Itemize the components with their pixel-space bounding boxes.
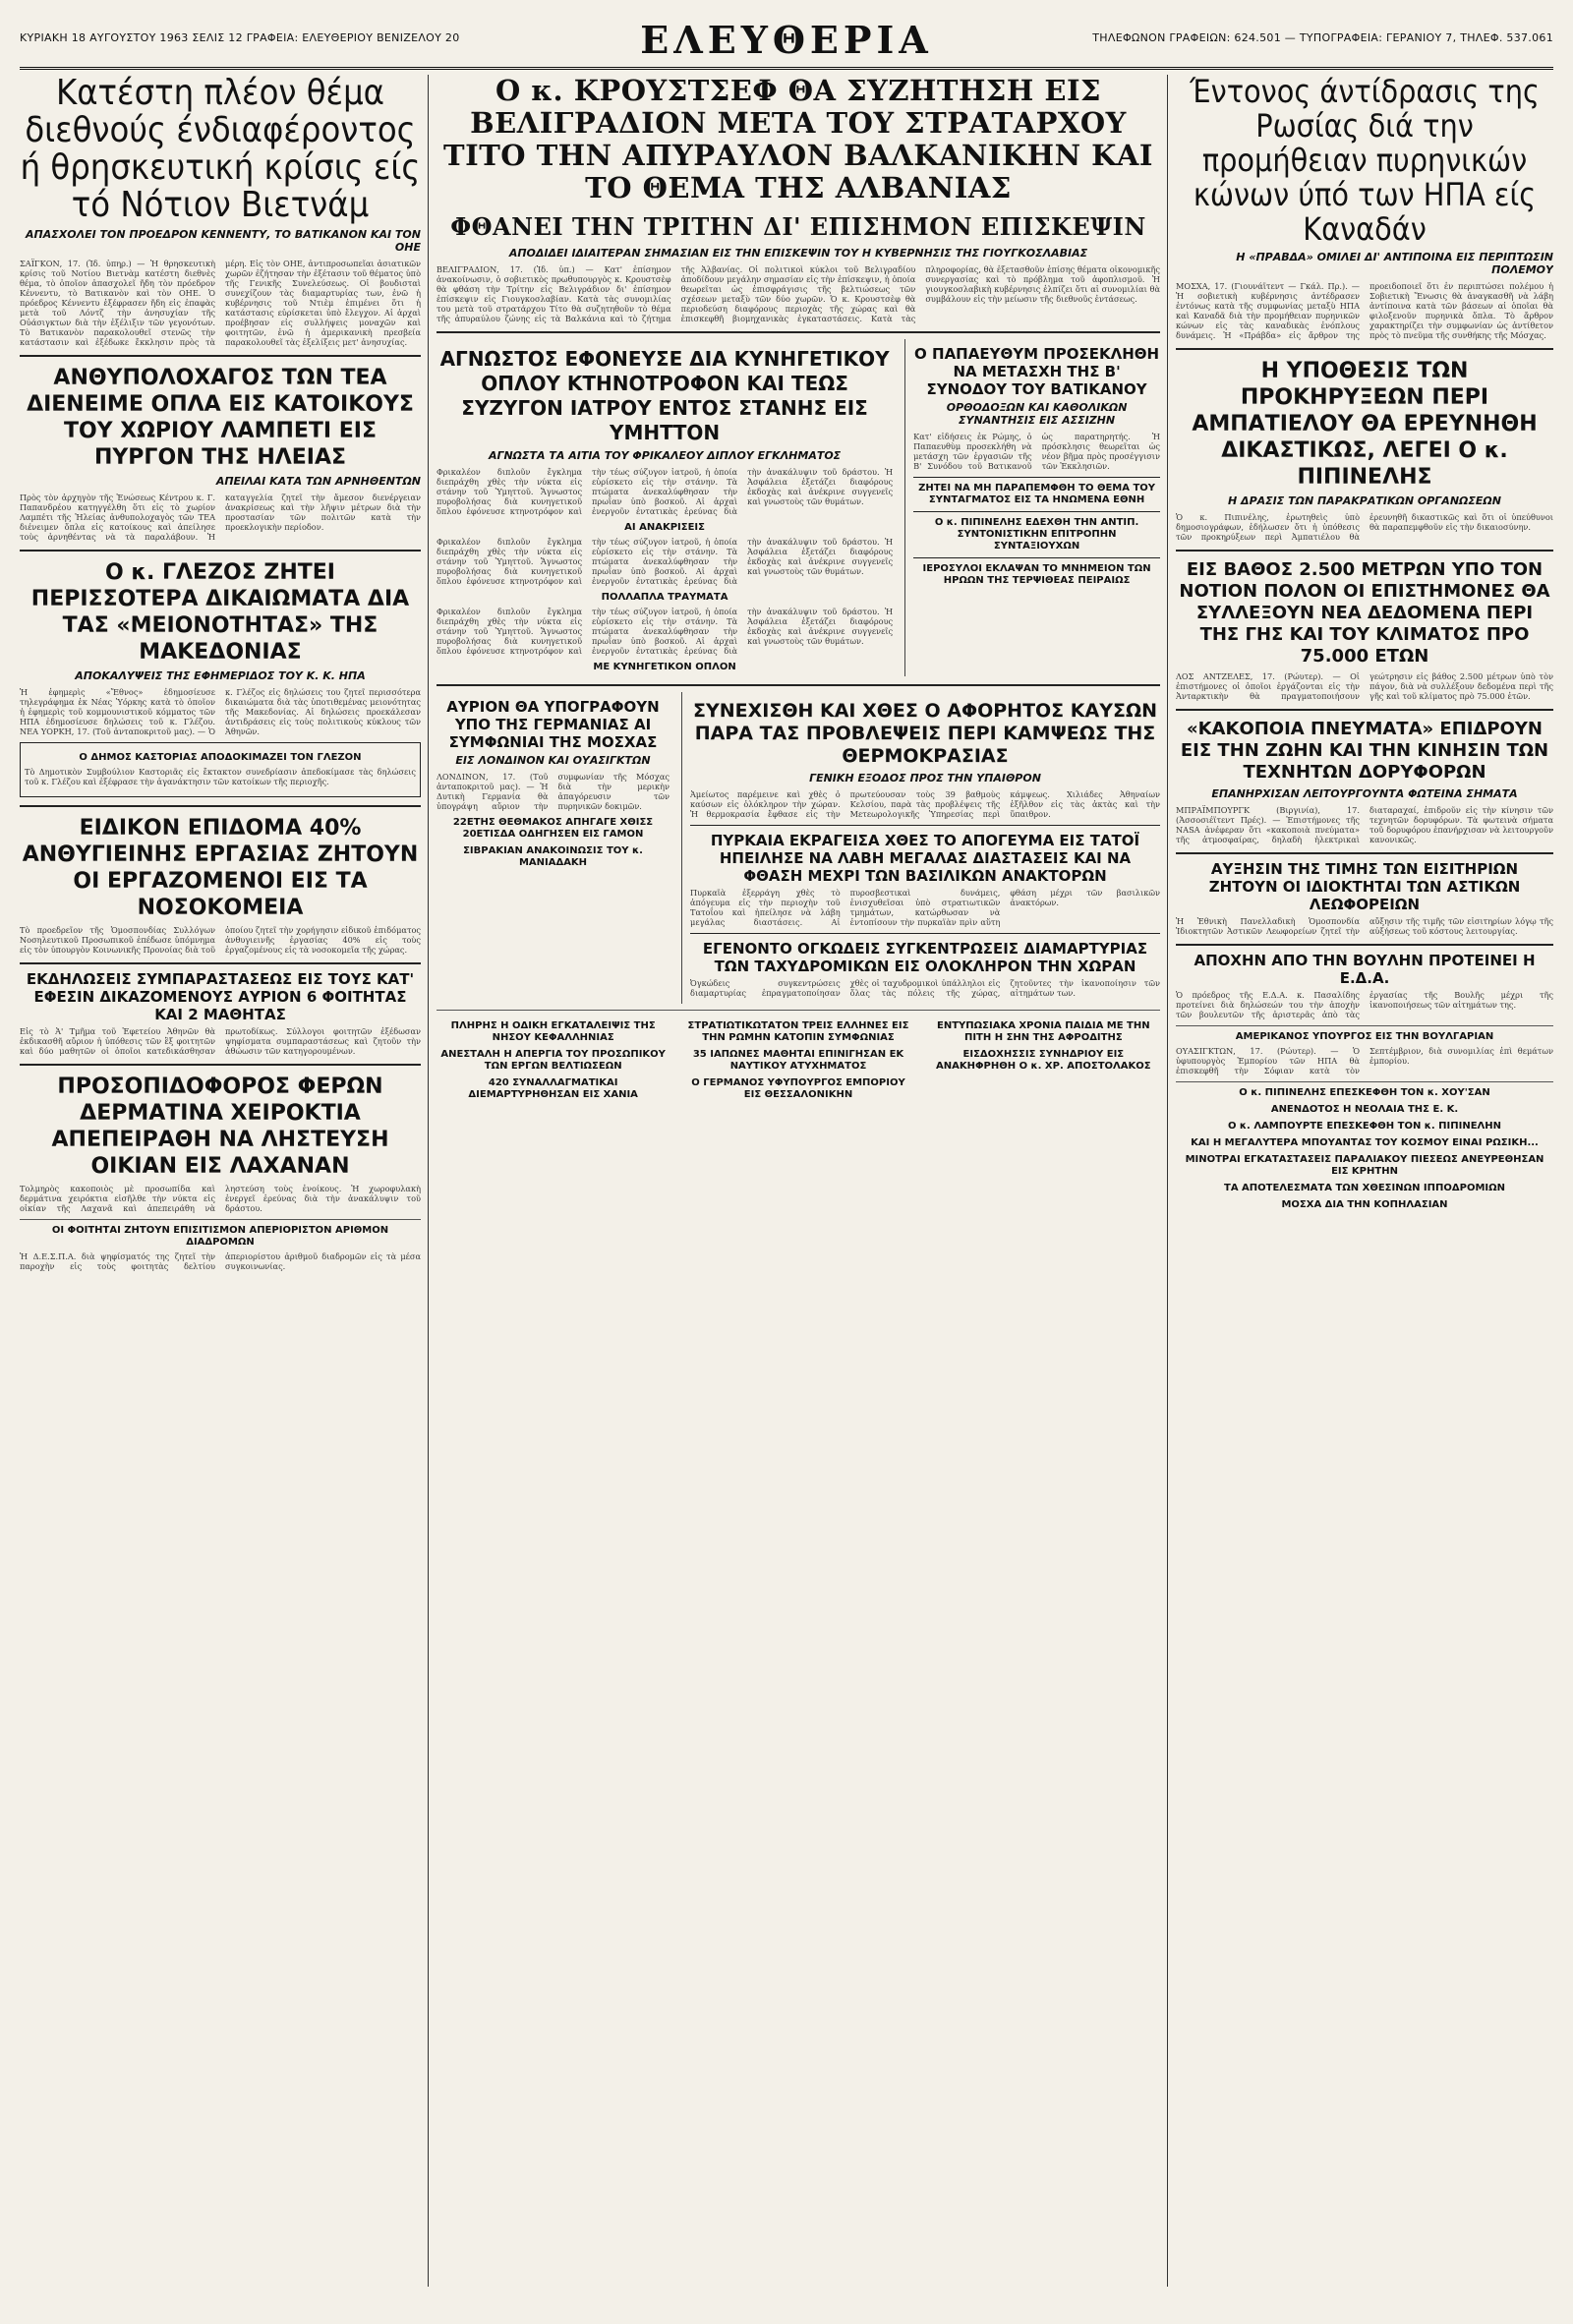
sidebar-box bbox=[20, 742, 421, 797]
subheadline: ΓΕΝΙΚΗ ΕΞΟΔΟΣ ΠΡΟΣ ΤΗΝ ΥΠΑΙΘΡΟΝ bbox=[809, 772, 1041, 784]
brief-headline: Ο κ. ΠΙΠΙΝΕΛΗΣ ΕΔΕΧΘΗ ΤΗΝ ΑΝΤΙΠ. ΣΥΝΤΟΝΙΣΤΙΚΗΝ ΕΠΙΤΡΟΠΗΝ ΣΥΝΤΑΞΙΟΥΧΩΝ bbox=[934, 517, 1139, 552]
subheadline: Η «ΠΡΑΒΔΑ» ΟΜΙΛΕΙ ΔΙ' ΑΝΤΙΠΟΙΝΑ ΕΙΣ ΠΕΡΙΠΤΩΣΙΝ ΠΟΛΕΜΟΥ bbox=[1236, 251, 1553, 276]
brief-headline: ΕΙΣΔΟΧΗΣΣΙΣ ΣΥΝΗΔΡΙΟΥ ΕΙΣ ΑΝΑΚΗΦΡΗΘΗ Ο κ. ΧΡ. ΑΠΟΣΤΟΛΑΚΟΣ bbox=[936, 1049, 1151, 1072]
article-hospital-allowance bbox=[20, 815, 421, 955]
subheadline: ΟΡΘΟΔΟΞΩΝ ΚΑΙ ΚΑΘΟΛΙΚΩΝ ΣΥΝΑΝΤΗΣΙΣ ΕΙΣ ΑΣΣΙΖΗΝ bbox=[946, 401, 1128, 427]
article-student-passes bbox=[20, 1225, 421, 1271]
article-body: Ἀμείωτος παρέμεινε καὶ χθὲς ὁ καύσων εἰς ὁλόκληρον τὴν χώραν. Ἡ θερμοκρασία ἔφθασε εἰς τὴν πρωτεύουσαν τοὺς 39 βαθμοὺς Κελσίου, παρὰ τὰς προβλέψεις τῆς Μετεωρολογικῆς Ὑπηρεσίας περὶ κάμψεως. Χιλιάδες Ἀθηναίων ἐξῆλθον εἰς τὰς ἀκτὰς καὶ τὴν ὕπαιθρον. bbox=[690, 789, 1160, 819]
article-body: Κατ' εἰδήσεις ἐκ Ρώμης, ὁ Παπαευθὺμ προσεκλήθη νὰ μετάσχη τῶν ἐργασιῶν τῆς Β' Συνόδου τοῦ Βατικανοῦ ὡς παρατηρητής. Ἡ πρόσκλησις θεωρεῖται ὡς νέον βῆμα πρὸς προσέγγισιν τῶν Ἐκκλησιῶν. bbox=[913, 432, 1160, 471]
article-body: ΣΑΪΓΚΟΝ, 17. (Ἰδ. ὑπηρ.) — Ἡ θρησκευτικὴ κρίσις τοῦ Νοτίου Βιετνὰμ κατέστη διεθνὲς θέμα, τὸ ὁποῖον ἀπασχολεῖ ἤδη τὸν πρόεδρον Κέννεντυ, τὸ Βατικανὸν καὶ τὸν ΟΗΕ. Ὁ πρόεδρος Κέννεντυ ἐξέφρασεν ἤδη εἰς ἐπαφὰς μετὰ τοῦ Λόντζ τὴν ἀνησυχίαν τῆς Οὐάσιγκτων διὰ τὴν ἐξέλιξιν τῶν γεγονότων. Τὸ Βατικανὸν παρακολουθεῖ στενῶς τὴν κατάστασιν καὶ ἐξέδωκε ἔκκλησιν πρὸς τὰ μέρη. Εἰς τὸν ΟΗΕ, ἀντιπροσωπεῖαι ἀσιατικῶν χωρῶν ἐζήτησαν τὴν ἐξέτασιν τοῦ θέματος ὑπὸ τῆς Γενικῆς Συνελεύσεως. Οἱ βουδισταὶ συνεχίζουν τὰς διαμαρτυρίας των, ἐνῶ ἡ κυβέρνησις τοῦ Ντιὲμ ἐπιμένει ὅτι ἡ κατάστασις εὑρίσκεται ὑπὸ ἔλεγχον. Αἱ ἀρχαὶ προέβησαν εἰς συλλήψεις μοναχῶν καὶ φοιτητῶν, ἐνῶ ἡ ἀμερικανικὴ πρεσβεία παρακολουθεῖ τὰς ἐξελίξεις μετ' ἀνησυχίας. bbox=[20, 259, 421, 347]
article-body: Ἡ ἐφημερὶς «Ἔθνος» ἐδημοσίευσε τηλεγράφημα ἐκ Νέας Ὑόρκης κατὰ τὸ ὁποῖον ἡ ἐφημερὶς τοῦ κομμουνιστικοῦ κόμματος τῶν ΗΠΑ ἐδημοσίευσε δηλώσεις τοῦ κ. Γλέζου. ΝΕΑ ΥΟΡΚΗ, 17. (Τοῦ ἀνταποκριτοῦ μας). — Ὁ κ. Γλέζος εἰς δηλώσεις του ζητεῖ περισσότερα δικαιώματα διὰ τὰς ὑποτιθεμένας μειονότητας τῆς Μακεδονίας. Αἱ δηλώσεις προεκάλεσαν ἀντιδράσεις εἰς τοὺς πολιτικοὺς κύκλους τῶν Ἀθηνῶν. bbox=[20, 687, 421, 736]
box-body: Τὸ Δημοτικὸν Συμβούλιον Καστοριᾶς εἰς ἔκτακτον συνεδρίασιν ἀπεδοκίμασε τὰς δηλώσεις τοῦ κ. Γλέζου καὶ ἐξέφρασε τὴν ἀγανάκτησιν τῶν κατοίκων τῆς περιοχῆς. bbox=[25, 767, 416, 786]
headline: ΕΓΕΝΟΝΤΟ ΟΓΚΩΔΕΙΣ ΣΥΓΚΕΝΤΡΩΣΕΙΣ ΔΙΑΜΑΡΤΥΡΙΑΣ ΤΩΝ ΤΑΧΥΔΡΟΜΙΚΩΝ ΕΙΣ ΟΛΟΚΛΗΡΟΝ ΤΗΝ ΧΩΡΑΝ bbox=[702, 940, 1148, 975]
headline: ΕΙΔΙΚΟΝ ΕΠΙΔΟΜΑ 40% ΑΝΘΥΓΙΕΙΝΗΣ ΕΡΓΑΣΙΑΣ ΖΗΤΟΥΝ ΟΙ ΕΡΓΑΖΟΜΕΝΟΙ ΕΙΣ ΤΑ ΝΟΣΟΚΟΜΕΙΑ bbox=[22, 816, 419, 920]
article-glezos bbox=[20, 559, 421, 797]
column-rule bbox=[1167, 75, 1168, 2287]
article-body: Τολμηρὸς κακοποιὸς μὲ προσωπίδα καὶ δερμάτινα χειρόκτια εἰσῆλθε τὴν νύκτα εἰς οἰκίαν τῆς Λαχανᾶ καὶ ἀπεπειράθη νὰ ληστεύση τοὺς ἐνοίκους. Ἡ χωροφυλακὴ ἐνεργεῖ ἐρεύνας διὰ τὴν ἀνακάλυψιν τοῦ δράστου. bbox=[20, 1184, 421, 1213]
lead-headline: Ο κ. ΚΡΟΥΣΤΣΕΦ ΘΑ ΣΥΖΗΤΗΣΗ ΕΙΣ ΒΕΛΙΓΡΑΔΙΟΝ ΜΕΤΑ ΤΟΥ ΣΤΡΑΤΑΡΧΟΥ ΤΙΤΟ ΤΗΝ ΑΠΥΡΑΥΛΟΝ ΒΑΛΚΑΝΙΚΗΝ ΚΑΙ ΤΟ ΘΕΜΑ ΤΗΣ ΑΛΒΑΝΙΑΣ bbox=[443, 75, 1153, 204]
section-subhead: ΠΟΛΛΑΠΛΑ ΤΡΑΥΜΑΤΑ bbox=[601, 592, 728, 603]
article-canada-cones bbox=[1176, 75, 1553, 340]
article-south-pole bbox=[1176, 559, 1553, 701]
article-vietnam bbox=[20, 75, 421, 347]
article-bus-fares bbox=[1176, 860, 1553, 936]
subheadline: Η ΔΡΑΣΙΣ ΤΩΝ ΠΑΡΑΚΡΑΤΙΚΩΝ ΟΡΓΑΝΩΣΕΩΝ bbox=[1228, 494, 1501, 507]
brief-headline: ΜΟΣΧΑ ΔΙΑ ΤΗΝ ΚΟΠΗΛΑΣΙΑΝ bbox=[1281, 1199, 1448, 1210]
brief-headline: ΠΛΗΡΗΣ Η ΟΔΙΚΗ ΕΓΚΑΤΑΛΕΙΨΙΣ ΤΗΣ ΝΗΣΟΥ ΚΕΦΑΛΛΗΝΙΑΣ bbox=[450, 1020, 656, 1043]
article-satellites bbox=[1176, 719, 1553, 844]
brief-headline: ΑΝΕΝΔΟΤΟΣ Η ΝΕΟΛΑΙΑ ΤΗΣ Ε. Κ. bbox=[1270, 1104, 1459, 1115]
article-body: Ὁ πρόεδρος τῆς Ε.Δ.Α. κ. Πασαλίδης προτείνει διὰ δηλώσεών του τὴν ἀποχὴν τῶν βουλευτῶν τῆς ἀριστερᾶς ἀπὸ τὰς ἐργασίας τῆς Βουλῆς μέχρι τῆς ἱκανοποιήσεως τῶν αἰτημάτων της. bbox=[1176, 990, 1553, 1019]
column-rule bbox=[428, 75, 429, 2287]
right-column bbox=[1176, 75, 1553, 2287]
article-students-trial bbox=[20, 970, 421, 1056]
subheadline: ΑΠΟΚΑΛΥΨΕΙΣ ΤΗΣ ΕΦΗΜΕΡΙΔΟΣ ΤΟΥ Κ. Κ. ΗΠΑ bbox=[75, 669, 366, 682]
article-body: Φρικαλέον διπλοῦν ἔγκλημα διεπράχθη χθὲς τὴν νύκτα εἰς στάνην τοῦ Ὑμηττοῦ. Ἄγνωστος πυροβολήσας διὰ κυνηγετικοῦ ὅπλου ἐφόνευσε κτηνοτρόφον καὶ τὴν τέως σύζυγον ἰατροῦ, ἡ ὁποία εὑρίσκετο εἰς τὴν στάνην. Τὰ πτώματα ἀνεκαλύφθησαν τὴν πρωΐαν ὑπὸ βοσκοῦ. Αἱ ἀρχαὶ ἐνεργοῦν ἐντατικὰς ἐρεύνας διὰ τὴν ἀνακάλυψιν τοῦ δράστου. Ἡ Ἀσφάλεια ἐξετάζει διαφόρους ἐκδοχὰς καὶ ἀνέκρινε συγγενεῖς καὶ γνωστοὺς τῶν θυμάτων. bbox=[437, 467, 894, 516]
newspaper-page bbox=[20, 18, 1553, 2289]
article-body: ΟΥΑΣΙΓΚΤΩΝ, 17. (Ρώυτερ). — Ὁ ὑφυπουργὸς Ἐμπορίου τῶν ΗΠΑ θὰ ἐπισκεφθῆ τὴν Σόφιαν κατὰ τὸν Σεπτέμβριον, διὰ συνομιλίας ἐπὶ θεμάτων ἐμπορίου. bbox=[1176, 1046, 1553, 1075]
newspaper-title: ΕΛΕΥΘΕΡΙΑ bbox=[640, 18, 933, 62]
headline: ΑΜΕΡΙΚΑΝΟΣ ΥΠΟΥΡΓΟΣ ΕΙΣ ΤΗΝ ΒΟΥΛΓΑΡΙΑΝ bbox=[1235, 1031, 1494, 1042]
article-body: Ὀγκώδεις συγκεντρώσεις διαμαρτυρίας ἐπραγματοποίησαν χθὲς οἱ ταχυδρομικοὶ ὑπάλληλοι εἰς ὅλας τὰς πόλεις τῆς χώρας, ζητοῦντες τὴν ἱκανοποίησιν τῶν αἰτημάτων των. bbox=[690, 978, 1160, 998]
article-moscow-treaty bbox=[437, 692, 670, 1004]
brief-headline: Ο κ. ΠΙΠΙΝΕΛΗΣ ΕΠΕΣΚΕΦΘΗ ΤΟΝ κ. ΧΟΥ'ΣΑΝ bbox=[1239, 1087, 1490, 1098]
article-body: Ἡ Ἐθνικὴ Πανελλαδικὴ Ὁμοσπονδία Ἰδιοκτητῶν Ἀστικῶν Λεωφορείων ζητεῖ τὴν αὔξησιν τῆς τιμῆς τῶν εἰσιτηρίων λόγῳ τῆς αὐξήσεως τοῦ κόστους λειτουργίας. bbox=[1176, 916, 1553, 936]
right-briefs bbox=[1176, 1087, 1553, 1211]
article-body: Ἡ Δ.Ε.Σ.Π.Α. διὰ ψηφίσματός της ζητεῖ τὴν παροχὴν εἰς τοὺς φοιτητὰς δελτίου ἀπεριορίστου ἀριθμοῦ διαδρομῶν εἰς τὰ μέσα συγκοινωνίας. bbox=[20, 1251, 421, 1271]
left-column bbox=[20, 75, 421, 2287]
brief-headline: ΣΙΒΡΑΚΙΑΝ ΑΝΑΚΟΙΝΩΣΙΣ ΤΟΥ κ. ΜΑΝΙΑΔΑΚΗ bbox=[463, 845, 643, 868]
headline: ΕΚΔΗΛΩΣΕΙΣ ΣΥΜΠΑΡΑΣΤΑΣΕΩΣ ΕΙΣ ΤΟΥΣ ΚΑΤ' ΕΦΕΣΙΝ ΔΙΚΑΖΟΜΕΝΟΥΣ ΑΥΡΙΟΝ 6 ΦΟΙΤΗΤΑΣ ΚΑΙ 2 ΜΑΘΗΤΑΣ bbox=[26, 970, 415, 1023]
subheadline: ΕΠΑΝΗΡΧΙΣΑΝ ΛΕΙΤΟΥΡΓΟΥΝΤΑ ΦΩΤΕΙΝΑ ΣΗΜΑΤΑ bbox=[1211, 787, 1518, 800]
article-body: Πυρκαϊὰ ἐξερράγη χθὲς τὸ ἀπόγευμα εἰς τὴν περιοχὴν τοῦ Τατοΐου καὶ ἠπείλησε νὰ λάβη μεγάλας διαστάσεις. Αἱ πυροσβεστικαὶ δυνάμεις, ἐνισχυθεῖσαι ὑπὸ στρατιωτικῶν τμημάτων, κατώρθωσαν νὰ ἐντοπίσουν τὴν πυρκαϊὰν πρὶν αὕτη φθάση μέχρι τῶν βασιλικῶν ἀνακτόρων. bbox=[690, 888, 1160, 927]
brief-headline: 35 ΙΑΠΩΝΕΣ ΜΑΘΗΤΑΙ ΕΠΙΝΙΓΗΣΑΝ ΕΚ ΝΑΥΤΙΚΟΥ ΑΤΥΧΗΜΑΤΟΣ bbox=[692, 1049, 904, 1072]
brief-headline: ΑΝΕΣΤΑΛΗ Η ΑΠΕΡΓΙΑ ΤΟΥ ΠΡΟΣΩΠΙΚΟΥ ΤΩΝ ΕΡΓΩΝ ΒΕΛΤΙΩΣΕΩΝ bbox=[440, 1049, 666, 1072]
article-body: Πρὸς τὸν ἀρχηγὸν τῆς Ἑνώσεως Κέντρου κ. Γ. Παπανδρέου κατηγγέλθη ὅτι εἰς τὸ χωρίον Λαμπέτι τῆς Ἠλείας ἀνθυπολοχαγὸς τῶν ΤΕΑ διένειμεν ὅπλα εἰς κατοίκους καὶ ἀπείλησε τοὺς ἀρνηθέντας νὰ τὰ παραλάβουν. Ἡ καταγγελία ζητεῖ τὴν ἄμεσον διενέργειαν ἀνακρίσεως καὶ τὴν λῆψιν μέτρων διὰ τὴν προστασίαν τῶν πολιτῶν κατὰ τὴν προεκλογικὴν περίοδον. bbox=[20, 493, 421, 542]
brief-headline: ΙΕΡΟΣΥΛΟΙ ΕΚΛΑΨΑΝ ΤΟ ΜΝΗΜΕΙΟΝ ΤΩΝ ΗΡΩΩΝ ΤΗΣ ΤΕΡΨΙΘΕΑΣ ΠΕΙΡΑΙΩΣ bbox=[922, 563, 1151, 586]
article-eda-abstention bbox=[1176, 952, 1553, 1019]
masthead bbox=[20, 18, 1553, 70]
headline: Ο κ. ΓΛΕΖΟΣ ΖΗΤΕΙ ΠΕΡΙΣΣΟΤΕΡΑ ΔΙΚΑΙΩΜΑΤΑ ΔΙΑ ΤΑΣ «ΜΕΙΟΝΟΤΗΤΑΣ» ΤΗΣ ΜΑΚΕΔΟΝΙΑΣ bbox=[30, 560, 410, 665]
headline: ΑΝΘΥΠΟΛΟΧΑΓΟΣ ΤΩΝ ΤΕΑ ΔΙΕΝΕΙΜΕ ΟΠΛΑ ΕΙΣ ΚΑΤΟΙΚΟΥΣ ΤΟΥ ΧΩΡΙΟΥ ΛΑΜΠΕΤΙ ΕΙΣ ΠΥΡΓΟΝ ΤΗΣ ΗΛΕΙΑΣ bbox=[27, 366, 414, 470]
subheadline: ΑΠΑΣΧΟΛΕΙ ΤΟΝ ΠΡΟΕΔΡΟΝ ΚΕΝΝΕΝΤΥ, ΤΟ ΒΑΤΙΚΑΝΟΝ ΚΑΙ ΤΟΝ ΟΗΕ bbox=[26, 228, 421, 254]
side-briefs bbox=[904, 339, 1160, 676]
brief-headline: ΜΙΝΟΤΡΑΙ ΕΓΚΑΤΑΣΤΑΣΕΙΣ ΠΑΡΑΛΙΑΚΟΥ ΠΙΕΣΕΩΣ ΑΝΕΥΡΕΘΗΣΑΝ ΕΙΣ ΚΡΗΤΗΝ bbox=[1185, 1154, 1544, 1177]
brief-headline: ΖΗΤΕΙ ΝΑ ΜΗ ΠΑΡΑΠΕΜΦΘΗ ΤΟ ΘΕΜΑ ΤΟΥ ΣΥΝΤΑΓΜΑΤΟΣ ΕΙΣ ΤΑ ΗΝΩΜΕΝΑ ΕΘΝΗ bbox=[918, 483, 1156, 505]
headline: ΠΥΡΚΑΙΑ ΕΚΡΑΓΕΙΣΑ ΧΘΕΣ ΤΟ ΑΠΟΓΕΥΜΑ ΕΙΣ ΤΑΤΟΪ ΗΠΕΙΛΗΣΕ ΝΑ ΛΑΒΗ ΜΕΓΑΛΑΣ ΔΙΑΣΤΑΣΕΙΣ ΚΑΙ ΝΑ ΦΘΑΣΗ ΜΕΧΡΙ ΤΩΝ ΒΑΣΙΛΙΚΩΝ ΑΝΑΚΤΟΡΩΝ bbox=[710, 832, 1140, 885]
date-line: ΚΥΡΙΑΚΗ 18 ΑΥΓΟΥΣΤΟΥ 1963 ΣΕΛΙΣ 12 ΓΡΑΦΕΙΑ: ΕΛΕΥΘΕΡΙΟΥ ΒΕΝΙΖΕΛΟΥ 20 bbox=[20, 31, 460, 44]
headline: Η ΥΠΟΘΕΣΙΣ ΤΩΝ ΠΡΟΚΗΡΥΞΕΩΝ ΠΕΡΙ ΑΜΠΑΤΙΕΛΟΥ ΘΑ ΕΡΕΥΝΗΘΗ ΔΙΚΑΣΤΙΚΩΣ, ΛΕΓΕΙ Ο κ. ΠΙΠΙΝΕΛΗΣ bbox=[1192, 359, 1538, 490]
section-subhead: ΜΕ ΚΥΝΗΓΕΤΙΚΟΝ ΟΠΛΟΝ bbox=[593, 662, 736, 672]
article-body: ΛΟΝΔΙΝΟΝ, 17. (Τοῦ ἀνταποκριτοῦ μας). — Ἡ Δυτικὴ Γερμανία θὰ ὑπογράψη αὔριον τὴν συμφωνίαν τῆς Μόσχας διὰ τὴν μερικὴν ἀπαγόρευσιν τῶν πυρηνικῶν δοκιμῶν. bbox=[437, 772, 670, 811]
headline: ΕΙΣ ΒΑΘΟΣ 2.500 ΜΕΤΡΩΝ ΥΠΟ ΤΟΝ ΝΟΤΙΟΝ ΠΟΛΟΝ ΟΙ ΕΠΙΣΤΗΜΟΝΕΣ ΘΑ ΣΥΛΛΕΞΟΥΝ ΝΕΑ ΔΕΔΟΜΕΝΑ ΠΕΡΙ ΤΗΣ ΓΗΣ ΚΑΙ ΤΟΥ ΚΛΙΜΑΤΟΣ ΠΡΟ 75.000 ΕΤΩΝ bbox=[1179, 559, 1550, 667]
headline: ΑΓΝΩΣΤΟΣ ΕΦΟΝΕΥΣΕ ΔΙΑ ΚΥΝΗΓΕΤΙΚΟΥ ΟΠΛΟΥ ΚΤΗΝΟΤΡΟΦΟΝ ΚΑΙ ΤΕΩΣ ΣΥΖΥΓΟΝ ΙΑΤΡΟΥ ΕΝΤΟΣ ΣΤΑΝΗΣ ΕΙΣ ΥΜΗΤΤΟΝ bbox=[439, 347, 890, 444]
brief-headline: 22ΕΤΗΣ ΘΕΘΜΑΚΟΣ ΑΠΗΓΑΓΕ ΧΘΙΣΣ 20ΕΤΙΣΔΑ ΟΔΗΓΗΣΕΝ ΕΙΣ ΓΑΜΟΝ bbox=[452, 817, 654, 840]
box-title: Ο ΔΗΜΟΣ ΚΑΣΤΟΡΙΑΣ ΑΠΟΔΟΚΙΜΑΖΕΙ ΤΟΝ ΓΛΕΖΟΝ bbox=[79, 752, 362, 763]
brief-headline: ΣΤΡΑΤΙΩΤΙΚΩΤΑΤΟΝ ΤΡΕΙΣ ΕΛΛΗΝΕΣ ΕΙΣ ΤΗΝ ΡΩΜΗΝ ΚΑΤΟΠΙΝ ΣΥΜΦΩΝΙΑΣ bbox=[687, 1020, 909, 1043]
brief-headline: ΚΑΙ Η ΜΕΓΑΛΥΤΕΡΑ ΜΠΟΥΑΝΤΑΣ ΤΟΥ ΚΟΣΜΟΥ ΕΙΝΑΙ ΡΩΣΙΚΗ... bbox=[1191, 1137, 1539, 1148]
headline: Ο ΠΑΠΑΕΥΘΥΜ ΠΡΟΣΕΚΛΗΘΗ ΝΑ ΜΕΤΑΣΧΗ ΤΗΣ Β' ΣΥΝΟΔΟΥ ΤΟΥ ΒΑΤΙΚΑΝΟΥ bbox=[914, 345, 1160, 398]
brief-headline: Ο κ. ΛΑΜΠΟΥΡΤΕ ΕΠΕΣΚΕΦΘΗ ΤΟΝ κ. ΠΙΠΙΝΕΛΗΝ bbox=[1227, 1121, 1502, 1132]
headline: ΑΥΡΙΟΝ ΘΑ ΥΠΟΓΡΑΦΟΥΝ ΥΠΟ ΤΗΣ ΓΕΡΜΑΝΙΑΣ ΑΙ ΣΥΜΦΩΝΙΑΙ ΤΗΣ ΜΟΣΧΑΣ bbox=[446, 698, 660, 751]
headline: ΠΡΟΣΟΠΙΔΟΦΟΡΟΣ ΦΕΡΩΝ ΔΕΡΜΑΤΙΝΑ ΧΕΙΡΟΚΤΙΑ ΑΠΕΠΕΙΡΑΘΗ ΝΑ ΛΗΣΤΕΥΣΗ ΟΙΚΙΑΝ ΕΙΣ ΛΑΧΑΝΑΝ bbox=[51, 1075, 389, 1179]
article-body: ΛΟΣ ΑΝΤΖΕΛΕΣ, 17. (Ρώυτερ). — Οἱ ἐπιστήμονες οἱ ὁποῖοι ἐργάζονται εἰς τὴν Ἀνταρκτικὴν θὰ πραγματοποιήσουν γεώτρησιν εἰς βάθος 2.500 μέτρων ὑπὸ τὸν πάγον, διὰ νὰ συλλέξουν δεδομένα περὶ τῆς γῆς καὶ τοῦ κλίματος πρὸ 75.000 ἐτῶν. bbox=[1176, 671, 1553, 701]
article-body: Εἰς τὸ Ἀ' Τμῆμα τοῦ Ἐφετείου Ἀθηνῶν θὰ ἐκδικασθῆ αὔριον ἡ ὑπόθεσις τῶν ἓξ φοιτητῶν καὶ δύο μαθητῶν οἱ ὁποῖοι κατεδικάσθησαν πρωτοδίκως. Σύλλογοι φοιτητῶν ἐξέδωσαν ψηφίσματα συμπαραστάσεως καὶ ζητοῦν τὴν ἀθώωσιν τῶν κατηγορουμένων. bbox=[20, 1026, 421, 1056]
article-body: ΜΠΡΑΪΜΠΟΥΡΓΚ (Βιργινία), 17. (Ἀσσοσιέϊτεντ Πρές). — Ἐπιστήμονες τῆς NASA ἀνέφεραν ὅτι «κακοποιὰ πνεύματα» τῆς ἀτμοσφαίρας, δηλαδὴ ἠλεκτρικαὶ διαταραχαί, ἐπιδροῦν εἰς τὴν κίνησιν τῶν τεχνητῶν δορυφόρων. Τὰ φωτεινὰ σήματα τοῦ δορυφόρου ἐπανήρχισαν νὰ λειτουργοῦν κανονικῶς. bbox=[1176, 805, 1553, 844]
center-column bbox=[437, 75, 1160, 2287]
article-body: ΒΕΛΙΓΡΑΔΙΟΝ, 17. (Ἰδ. ὑπ.) — Κατ' ἐπίσημον ἀνακοίνωσιν, ὁ σοβιετικὸς πρωθυπουργὸς κ. Κρουστσὲφ θὰ φθάση τὴν Τρίτην εἰς Βελιγράδιον δι' ἐπίσημον ἐπίσκεψιν εἰς Γιουγκοσλαβίαν. Κατὰ τὰς συνομιλίας του μετὰ τοῦ στρατάρχου Τίτο θὰ συζητηθοῦν τὸ θέμα τῆς ἀπυραύλου ζώνης εἰς τὰ Βαλκάνια καὶ τὸ ζήτημα τῆς Ἀλβανίας. Οἱ πολιτικοὶ κύκλοι τοῦ Βελιγραδίου ἀποδίδουν μεγάλην σημασίαν εἰς τὴν ἐπίσκεψιν, ἡ ὁποία θεωρεῖται ὡς ἐπισφράγισις τῆς βελτιώσεως τῶν σχέσεων μεταξὺ τῶν δύο χωρῶν. Ὁ κ. Κρουστσὲφ θὰ περιοδεύση διαφόρους περιοχὰς τῆς χώρας καὶ θὰ ἐπισκεφθῆ βιομηχανικὰς ἐγκαταστάσεις. Κατὰ τὰς πληροφορίας, θὰ ἐξετασθοῦν ἐπίσης θέματα οἰκονομικῆς συνεργασίας καὶ τὸ πρόβλημα τοῦ ἀφοπλισμοῦ. Ἡ γιουγκοσλαβικὴ κυβέρνησις ἐλπίζει ὅτι αἱ συνομιλίαι θὰ συμβάλουν εἰς τὴν μείωσιν τῆς διεθνοῦς ἐντάσεως. bbox=[437, 264, 1160, 323]
brief-headline: 420 ΣΥΝΑΛΛΑΓΜΑΤΙΚΑΙ ΔΙΕΜΑΡΤΥΡΗΘΗΣΑΝ ΕΙΣ ΧΑΝΙΑ bbox=[468, 1077, 638, 1100]
center-briefs bbox=[437, 1016, 1160, 1104]
lead-headline-2: ΦΘΑΝΕΙ ΤΗΝ ΤΡΙΤΗΝ ΔΙ' ΕΠΙΣΗΜΟΝ ΕΠΙΣΚΕΨΙΝ bbox=[450, 212, 1146, 241]
headline: ΑΠΟΧΗΝ ΑΠΟ ΤΗΝ ΒΟΥΛΗΝ ΠΡΟΤΕΙΝΕΙ Η Ε.Δ.Α. bbox=[1194, 952, 1536, 987]
brief-headline: Ο ΓΕΡΜΑΝΟΣ ΥΦΥΠΟΥΡΓΟΣ ΕΜΠΟΡΙΟΥ ΕΙΣ ΘΕΣΣΑΛΟΝΙΚΗΝ bbox=[691, 1077, 905, 1100]
subheadline: ΑΓΝΩΣΤΑ ΤΑ ΑΙΤΙΑ ΤΟΥ ΦΡΙΚΑΛΕΟΥ ΔΙΠΛΟΥ ΕΓΚΛΗΜΑΤΟΣ bbox=[488, 449, 842, 462]
section-subhead: ΑΙ ΑΝΑΚΡΙΣΕΙΣ bbox=[624, 522, 705, 533]
subheadline: ΕΙΣ ΛΟΝΔΙΝΟΝ ΚΑΙ ΟΥΑΣΙΓΚΤΩΝ bbox=[455, 754, 651, 767]
headline: ΑΥΞΗΣΙΝ ΤΗΣ ΤΙΜΗΣ ΤΩΝ ΕΙΣΙΤΗΡΙΩΝ ΖΗΤΟΥΝ ΟΙ ΙΔΙΟΚΤΗΤΑΙ ΤΩΝ ΑΣΤΙΚΩΝ ΛΕΩΦΟΡΕΙΩΝ bbox=[1208, 860, 1521, 913]
article-lampeti bbox=[20, 365, 421, 542]
article-body: Φρικαλέον διπλοῦν ἔγκλημα διεπράχθη χθὲς τὴν νύκτα εἰς στάνην τοῦ Ὑμηττοῦ. Ἄγνωστος πυροβολήσας διὰ κυνηγετικοῦ ὅπλου ἐφόνευσε κτηνοτρόφον καὶ τὴν τέως σύζυγον ἰατροῦ, ἡ ὁποία εὑρίσκετο εἰς τὴν στάνην. Τὰ πτώματα ἀνεκαλύφθησαν τὴν πρωΐαν ὑπὸ βοσκοῦ. Αἱ ἀρχαὶ ἐνεργοῦν ἐντατικὰς ἐρεύνας διὰ τὴν ἀνακάλυψιν τοῦ δράστου. Ἡ Ἀσφάλεια ἐξετάζει διαφόρους ἐκδοχὰς καὶ ἀνέκρινε συγγενεῖς καὶ γνωστοὺς τῶν θυμάτων. bbox=[437, 537, 894, 586]
brief-headline: ΤΑ ΑΠΟΤΕΛΕΣΜΑΤΑ ΤΩΝ ΧΘΕΣΙΝΩΝ ΙΠΠΟΔΡΟΜΙΩΝ bbox=[1224, 1183, 1505, 1193]
lead-article bbox=[437, 75, 1160, 323]
article-us-minister-bulgaria bbox=[1176, 1031, 1553, 1075]
subheadline: ΑΠΕΙΛΑΙ ΚΑΤΑ ΤΩΝ ΑΡΝΗΘΕΝΤΩΝ bbox=[215, 475, 421, 488]
brief-headline: ΕΝΤΥΠΩΣΙΑΚΑ ΧΡΟΝΙΑ ΠΑΙΔΙΑ ΜΕ ΤΗΝ ΠΙΤΗ Η ΣΗΝ ΤΗΣ ΑΦΡΟΔΙΤΗΣ bbox=[937, 1020, 1150, 1043]
article-body: Ὁ κ. Πιπινέλης, ἐρωτηθεὶς ὑπὸ δημοσιογράφων, ἐδήλωσεν ὅτι ἡ ὑπόθεσις τῶν προκηρύξεων περὶ Ἀμπατιέλου θὰ ἐρευνηθῆ δικαστικῶς καὶ ὅτι οἱ ὑπεύθυνοι θὰ παραπεμφθοῦν εἰς τὴν δικαιοσύνην. bbox=[1176, 512, 1553, 542]
article-body: Τὸ προεδρεῖον τῆς Ὁμοσπονδίας Συλλόγων Νοσηλευτικοῦ Προσωπικοῦ ἐπέδωσε ὑπόμνημα εἰς τὸν ὑπουργὸν Κοινωνικῆς Προνοίας διὰ τοῦ ὁποίου ζητεῖ τὴν χορήγησιν εἰδικοῦ ἐπιδόματος ἀνθυγιεινῆς ἐργασίας 40% εἰς τοὺς ἐργαζομένους εἰς τὰ νοσοκομεῖα τῆς χώρας. bbox=[20, 925, 421, 955]
headline: Έντονος άντίδρασις της Ρωσίας διά την προμήθειαν πυρηνικών κώνων ύπό των ΗΠΑ είς Καναδάν bbox=[1190, 75, 1540, 248]
headline: Κατέστη πλέον θέμα διεθνούς ένδιαφέροντος ή θρησκευτική κρίσις είς τό Νότιον Βιετνάμ bbox=[20, 75, 421, 225]
lead-subheadline: ΑΠΟΔΙΔΕΙ ΙΔΙΑΙΤΕΡΑΝ ΣΗΜΑΣΙΑΝ ΕΙΣ ΤΗΝ ΕΠΙΣΚΕΨΙΝ ΤΟΥ Η ΚΥΒΕΡΝΗΣΙΣ ΤΗΣ ΓΙΟΥΓΚΟΣΛΑΒΙΑΣ bbox=[508, 247, 1088, 260]
article-body: Φρικαλέον διπλοῦν ἔγκλημα διεπράχθη χθὲς τὴν νύκτα εἰς στάνην τοῦ Ὑμηττοῦ. Ἄγνωστος πυροβολήσας διὰ κυνηγετικοῦ ὅπλου ἐφόνευσε κτηνοτρόφον καὶ τὴν τέως σύζυγον ἰατροῦ, ἡ ὁποία εὑρίσκετο εἰς τὴν στάνην. Τὰ πτώματα ἀνεκαλύφθησαν τὴν πρωΐαν ὑπὸ βοσκοῦ. Αἱ ἀρχαὶ ἐνεργοῦν ἐντατικὰς ἐρεύνας διὰ τὴν ἀνακάλυψιν τοῦ δράστου. Ἡ Ἀσφάλεια ἐξετάζει διαφόρους ἐκδοχὰς καὶ ἀνέκρινε συγγενεῖς καὶ γνωστοὺς τῶν θυμάτων. bbox=[437, 607, 894, 656]
article-body: ΜΟΣΧΑ, 17. (Γιουνάϊτεντ — Γκάλ. Πρ.). — Ἡ σοβιετικὴ κυβέρνησις ἀντέδρασεν ἐντόνως κατὰ τῆς συμφωνίας μεταξὺ ΗΠΑ καὶ Καναδᾶ διὰ τὴν προμήθειαν πυρηνικῶν κώνων εἰς τὰς καναδικὰς ἐνόπλους δυνάμεις. Ἡ «Πράβδα» εἰς ἄρθρον της προειδοποιεῖ ὅτι ἐν περιπτώσει πολέμου ἡ Σοβιετικὴ Ἕνωσις θὰ ἀναγκασθῆ νὰ λάβη ἀντίποινα κατὰ τῶν βάσεων αἱ ὁποῖαι θὰ φιλοξενοῦν πυρηνικὰ ὅπλα. Τὸ ἄρθρον χαρακτηρίζει τὴν συμφωνίαν ὡς ἀντίθετον πρὸς τὸ πνεῦμα τῆς συνθήκης τῆς Μόσχας. bbox=[1176, 281, 1553, 340]
article-ampatielos bbox=[1176, 358, 1553, 542]
headline: ΟΙ ΦΟΙΤΗΤΑΙ ΖΗΤΟΥΝ ΕΠΙΣΙΤΙΣΜΟΝ ΑΠΕΡΙΟΡΙΣΤΟΝ ΑΡΙΘΜΟΝ ΔΙΑΔΡΟΜΩΝ bbox=[51, 1225, 389, 1248]
headline: ΣΥΝΕΧΙΣΘΗ ΚΑΙ ΧΘΕΣ Ο ΑΦΟΡΗΤΟΣ ΚΑΥΣΩΝ ΠΑΡΑ ΤΑΣ ΠΡΟΒΛΕΨΕΙΣ ΠΕΡΙ ΚΑΜΨΕΩΣ ΤΗΣ ΘΕΡΜΟΚΡΑΣΙΑΣ bbox=[693, 700, 1157, 767]
heat-fire-stack bbox=[681, 692, 1160, 1004]
article-masked-robber bbox=[20, 1074, 421, 1213]
headline: «ΚΑΚΟΠΟΙΑ ΠΝΕΥΜΑΤΑ» ΕΠΙΔΡΟΥΝ ΕΙΣ ΤΗΝ ΖΩΗΝ ΚΑΙ ΤΗΝ ΚΙΝΗΣΙΝ ΤΩΝ ΤΕΧΝΗΤΩΝ ΔΟΡΥΦΟΡΩΝ bbox=[1180, 719, 1549, 783]
phone-line: ΤΗΛΕΦΩΝΟΝ ΓΡΑΦΕΙΩΝ: 624.501 — ΤΥΠΟΓΡΑΦΕΙΑ: ΓΕΡΑΝΙΟΥ 7, ΤΗΛΕΦ. 537.061 bbox=[1092, 31, 1553, 44]
article-hymettus-murder bbox=[437, 339, 893, 676]
